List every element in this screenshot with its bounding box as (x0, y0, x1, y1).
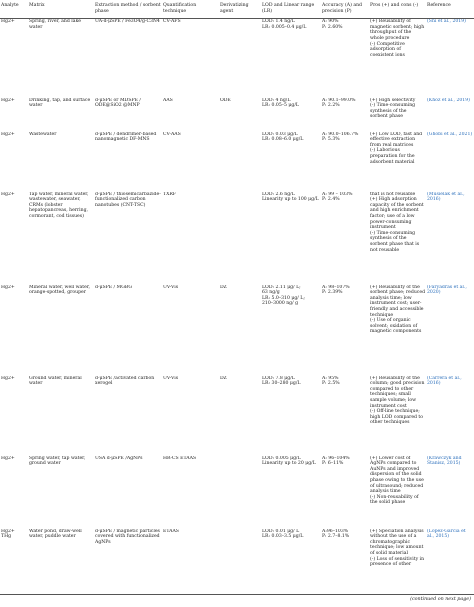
cell-matrix: Spring water, tap water, ground water (29, 455, 86, 467)
cell-pros-cons: that is not reusable (+) High adsorption capacity of the sorbent and high enrichment factor; use of a low power-consuming instrument (-) Time-consuming synthesis of the sorbent phase that is not reusable (370, 191, 424, 253)
cell-reference[interactable]: (Shi et al., 2019) (427, 19, 466, 25)
cell-extraction: d-μSPE / magnetic particles covered with functionalized AgNPs (95, 528, 160, 545)
cell-matrix: Tap water, mineral water, wastewater, seawater, CRMs (lobster hepatopancreas, herring, cormorant, cod tissues) (29, 191, 89, 220)
cell-matrix: Mineral water, well water, orange-spotted, grouper (29, 284, 90, 296)
cell-agent (219, 529, 261, 599)
cell-reference[interactable]: (Faryadras et al., 2020) (427, 284, 467, 296)
cell-lod: LOD: 1.4 ng/L LR: 0.005–0.4 μg/L (262, 19, 307, 30)
cell-reference[interactable]: (Khoz et al., 2019) (427, 97, 470, 103)
cell-pros-cons: (+) Reusability of the column; good precision compared to other techniques; small sample volume; low instrument cost (-) Off-line technique; high LOD compared to other techniques (370, 375, 425, 426)
header-reference: Reference (426, 0, 474, 19)
header-agent: Derivatizing agent (219, 0, 261, 19)
cell-matrix: Drinking, tap, and surface water (29, 97, 91, 109)
cell-technique: HR-CS ETAAS (163, 455, 197, 461)
cell-accuracy: A: 90% P: 2.60% (322, 19, 343, 30)
table-bottom-rule (0, 594, 474, 595)
continued-note: (continued on next page) (410, 597, 471, 602)
cell-technique: ETAAS (163, 528, 179, 534)
table-row (0, 529, 474, 599)
cell-lod: LOD: 0.005 μg/L Linearity up to 20 μg/L (262, 455, 316, 467)
cell-pros-cons: (+) Reusability of the sorbent phase; reduced analysis time; low instrument cost; user-friendly and accessible technique (-) Use of organic solvent; oxidation of magnetic components (370, 284, 426, 335)
cell-extraction: d-μSPE or MDSPE / ODE@SiO2 @MNP (95, 97, 141, 109)
cell-extraction: d-μSPE / thiosemicarbazide-functionalized carbon nanotubes (CNT-TSC) (95, 191, 161, 208)
table-header-row (0, 0, 474, 19)
cell-analyte: Hg2+ THg (1, 528, 15, 540)
cell-lod: LOD: 2.11 μg/ L; 63 ng/g LR: 5.0–310 μg/ L; 210–3000 ng/ g (262, 284, 305, 307)
header-lod: LOD and Linear range (LR) (261, 0, 321, 19)
cell-analyte: Hg2+ (1, 284, 15, 290)
table-row (0, 132, 474, 192)
cell-accuracy: A: 90.0–106.7% P: 5.3% (322, 131, 359, 143)
cell-pros-cons: (+) Reusability of magnetic sorbent; high throughput of the whole procedure (-) Competitive adsorption of coexistent ions (370, 19, 425, 58)
cell-agent: ODE (220, 97, 231, 103)
cell-agent (219, 132, 261, 192)
cell-lod: LOD: 0.03 μg/L LR: 0.08–6.0 μg/L (262, 131, 304, 143)
cell-matrix: Ground water, mineral water (29, 375, 82, 387)
cell-extraction: UA-d-μSPE / Fe3O4/g-C3N4 (95, 19, 160, 25)
cell-pros-cons: (+) Low LOD, fast and effective extraction from real matrices (-) Laborious preparation for the adsorbent material (370, 131, 423, 165)
header-extraction: Extraction method / sorbent phase (94, 0, 162, 19)
cell-analyte: Hg2+ (1, 375, 15, 381)
table-row (0, 98, 474, 132)
cell-accuracy: A: 95% P: 2.5% (322, 375, 340, 387)
cell-analyte: Hg2+ (1, 455, 15, 461)
cell-reference[interactable]: (Krawczyk and Stanisz, 2015) (427, 455, 462, 467)
table-row (0, 376, 474, 456)
cell-technique: UV-Vis (163, 284, 179, 290)
cell-analyte: Hg2+ (1, 131, 15, 137)
cell-analyte: Hg2+ (1, 191, 15, 197)
cell-accuracy: A: 90.1–99.0% P: 2.2% (322, 97, 356, 109)
cell-technique: TXRF (163, 191, 176, 197)
cell-accuracy: A: 96–104% P: 6–11% (322, 455, 350, 467)
cell-matrix: Wastewater (29, 131, 57, 137)
cell-accuracy: A:96–103% P: 2.7–8.1% (322, 528, 350, 540)
cell-technique: CV-AAS (163, 131, 181, 137)
cell-lod: LOD: 4 ng/L LR: 0.05–5 μg/L (262, 97, 299, 109)
cell-reference[interactable]: (Ghobi et al., 2021) (427, 131, 473, 137)
cell-pros-cons: (+) Lower cost of AgNPs compared to AuNPs and improved dispersion of the solid phase owing to the use of ultrasound; reduced analysis time (-) Non-reusability of the solid phase (370, 455, 424, 506)
header-accuracy: Accuracy (A) and precision (P) (321, 0, 369, 19)
cell-agent: DZ (220, 375, 227, 381)
header-technique: Quantification technique (162, 0, 219, 19)
cell-lod: LOD: 0.01 μg/ L LR: 0.03–3.5 μg/L (262, 528, 304, 540)
cell-pros-cons: (+) High selectivity (-) Time-consuming synthesis of the sorbent phase (370, 97, 416, 120)
cell-lod: LOD: 2.6 ng/L Linearity up to 100 μg/L (262, 191, 319, 203)
cell-extraction: d-μSPE / dendrimer-based nanomagnetic DF-MNS (95, 131, 157, 143)
cell-extraction: USA d-μSPE /AgNPs (95, 455, 143, 461)
cell-accuracy: A: 99 – 103% P: 2.4% (322, 191, 353, 203)
table-row (0, 285, 474, 376)
cell-agent: DZ (220, 284, 227, 290)
cell-agent (219, 456, 261, 529)
cell-extraction: d-μSPE / MGBG (95, 284, 133, 290)
cell-technique: UV-Vis (163, 375, 179, 381)
cell-extraction: d-μSPE /activated carbon xerogel (95, 375, 155, 387)
cell-reference[interactable]: (Carrera et al., 2016) (427, 375, 462, 387)
cell-reference[interactable]: (Musielak et al., 2016) (427, 191, 465, 203)
cell-matrix: Spring, river, and lake water (29, 19, 81, 30)
cell-matrix: Water pond, draw-well water, puddle water (29, 528, 82, 540)
table-row (0, 19, 474, 98)
header-matrix: Matrix (28, 0, 94, 19)
cell-pros-cons: (+) Speciation analysis without the use of a chromatographic technique; low amount of solid material (-) Loss of sensitivity in presence of other (370, 528, 425, 568)
table-row (0, 456, 474, 529)
cell-reference[interactable]: (López-García et al., 2015) (427, 528, 466, 540)
cell-analyte: Hg2+ (1, 19, 15, 25)
cell-agent (219, 192, 261, 285)
cell-technique: CV-AFS (163, 19, 181, 25)
header-pros-cons: Pros (+) and cons (-) (369, 0, 426, 19)
cell-accuracy: A: 98–107% P: 2.39% (322, 284, 350, 296)
cell-lod: LOD: 7.8 μg/L LR: 30–280 μg/L (262, 375, 301, 387)
cell-agent (219, 19, 261, 98)
cell-analyte: Hg2+ (1, 97, 15, 103)
header-analyte: Analyte (0, 0, 28, 19)
cell-technique: AAS (163, 97, 173, 103)
table-row (0, 192, 474, 285)
